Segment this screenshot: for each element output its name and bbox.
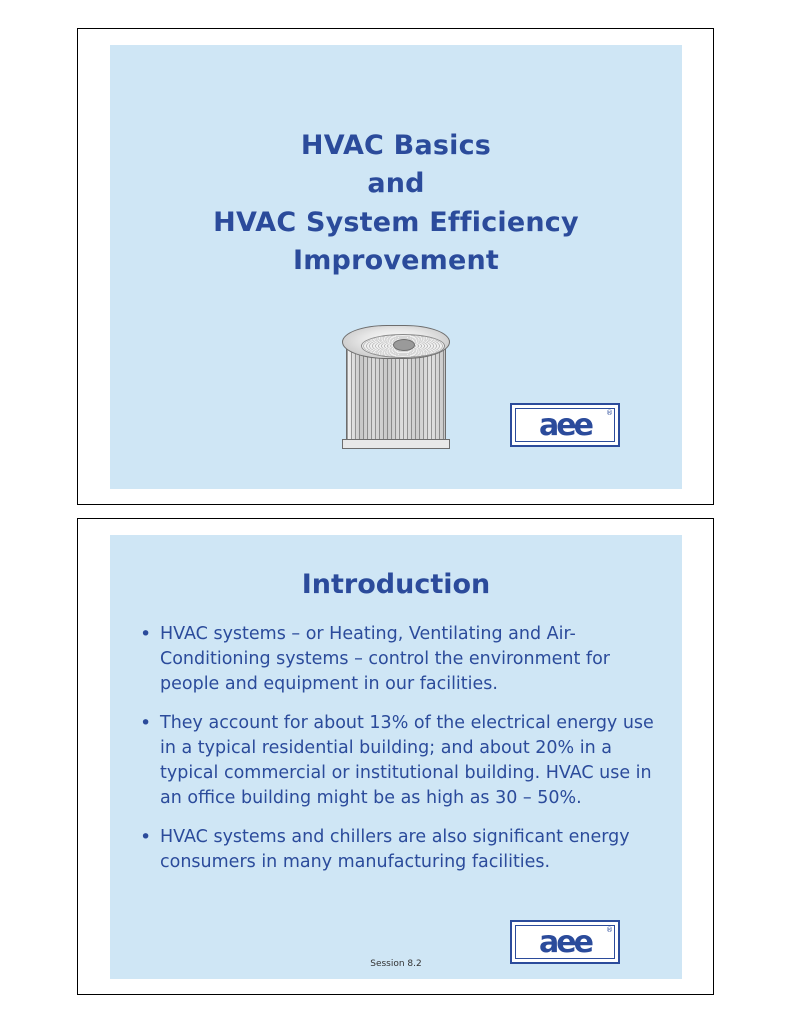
- condenser-base: [342, 439, 450, 449]
- registered-trademark-icon: ®: [606, 926, 613, 934]
- session-footer: Session 8.2: [370, 959, 422, 969]
- slide-frame-introduction: [77, 518, 714, 995]
- slide-title: Introduction: [301, 569, 491, 600]
- title-line-4: Improvement: [292, 244, 500, 276]
- slide-title-content: [110, 45, 682, 489]
- title-line-1: HVAC Basics: [300, 130, 492, 161]
- logo-text: aee: [539, 924, 591, 960]
- title-line-2: and: [367, 168, 425, 200]
- bullet-list: [138, 622, 660, 875]
- list-item: • HVAC systems and chillers are also significant energy consumers in many manufacturing facilities.: [138, 825, 660, 875]
- slide-introduction-content: [110, 535, 682, 979]
- air-conditioner-unit-image: [336, 321, 456, 456]
- logo-text: aee: [539, 407, 591, 443]
- list-item: • HVAC systems – or Heating, Ventilating and Air-Conditioning systems – control the environment for people and equipment in our facilities.: [138, 622, 660, 697]
- title-line-3: HVAC System Efficiency: [213, 206, 579, 238]
- condenser-top: [342, 325, 450, 359]
- page-title: [110, 127, 682, 280]
- fan-hub: [393, 339, 415, 351]
- aee-logo: [510, 403, 620, 447]
- aee-logo: [510, 920, 620, 964]
- slide-frame-title: [77, 28, 714, 505]
- registered-trademark-icon: ®: [606, 409, 613, 417]
- list-item: • They account for about 13% of the electrical energy use in a typical residential building; and about 20% in a typical commercial or institutional building. HVAC use in an office building might be as high as 30 – 50%.: [138, 711, 660, 811]
